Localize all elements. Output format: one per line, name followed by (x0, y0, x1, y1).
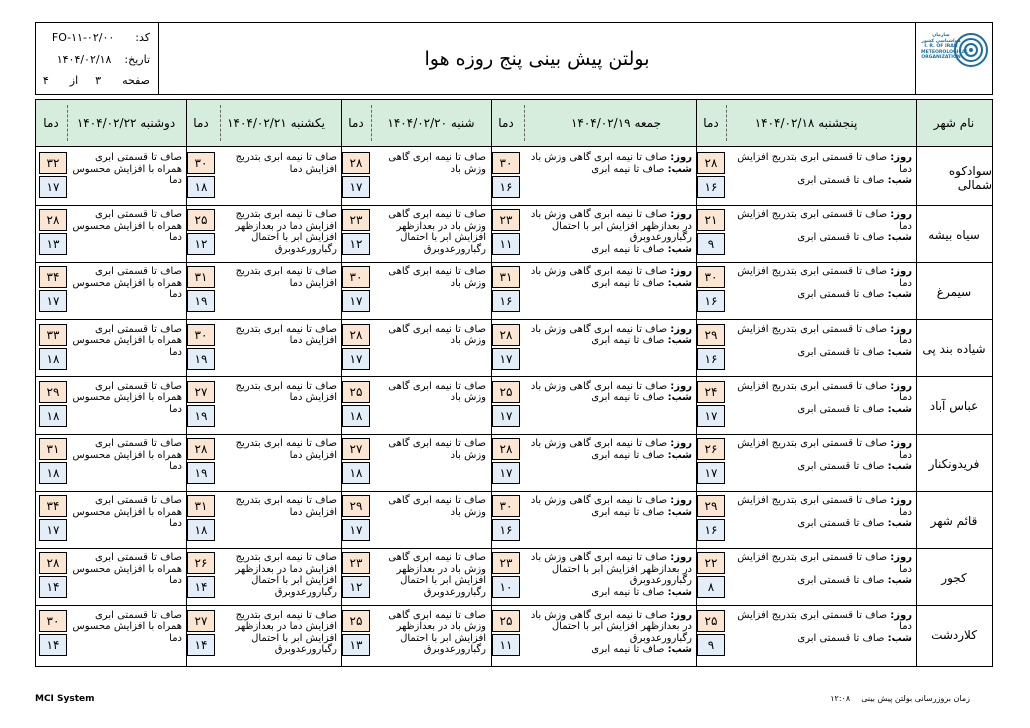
page-label: صفحه (122, 74, 150, 87)
max-temp: ۲۳ (342, 552, 370, 574)
forecast-text: صاف تا قسمتی ابری همراه با افزایش محسوس دما (72, 209, 182, 244)
table-row (36, 435, 992, 492)
night-label: شب: (667, 277, 692, 289)
night-label: شب: (887, 575, 912, 587)
min-temp: ۱۴ (39, 576, 67, 598)
forecast-text: صاف تا نیمه ابری گاهی وزش باد (388, 495, 486, 518)
date-line (57, 53, 150, 66)
max-temp: ۲۸ (492, 438, 520, 460)
col-temp-4: دما (193, 116, 209, 130)
day-label: روز: (670, 380, 692, 392)
night-text: صاف تا نیمه ابری (591, 277, 665, 289)
city-name: کلاردشت (931, 628, 977, 643)
col-temp-1: دما (703, 116, 719, 130)
max-temp: ۳۲ (39, 152, 67, 174)
min-temp: ۹ (697, 233, 725, 255)
day-label: روز: (890, 323, 912, 335)
night-text: صاف تا نیمه ابری (591, 243, 665, 255)
max-temp: ۳۰ (492, 152, 520, 174)
day-label: روز: (670, 609, 692, 621)
code-line (52, 31, 150, 44)
min-temp: ۱۲ (342, 576, 370, 598)
col-day-4: یکشنبه ۱۴۰۴/۰۲/۲۱ (227, 116, 325, 130)
max-temp: ۲۸ (697, 152, 725, 174)
day-forecast (524, 610, 692, 645)
night-forecast (524, 450, 692, 462)
max-temp: ۳۱ (187, 495, 215, 517)
min-temp: ۱۸ (342, 462, 370, 484)
max-temp: ۲۵ (187, 209, 215, 231)
forecast-text (524, 381, 692, 404)
min-temp: ۱۷ (342, 348, 370, 370)
forecast-text (726, 152, 912, 187)
min-temp: ۱۸ (187, 519, 215, 541)
night-text: صاف تا قسمتی ابری (797, 346, 885, 358)
col-temp-5: دما (43, 116, 59, 130)
min-temp: ۱۶ (492, 519, 520, 541)
code-label: کد: (135, 31, 150, 44)
min-temp: ۱۱ (492, 233, 520, 255)
day-text: صاف تا قسمتی ابری بتدریج افزایش دما (737, 209, 912, 232)
day-text: صاف تا قسمتی ابری بتدریج افزایش دما (737, 552, 912, 575)
night-label: شب: (667, 449, 692, 461)
forecast-text: صاف تا نیمه ابری بتدریج افزایش دما در بعدازظهر افزایش ابر با احتمال رگبارورعدوبرق (235, 209, 337, 255)
max-temp: ۲۱ (697, 209, 725, 231)
max-temp: ۲۸ (39, 209, 67, 231)
day-label: روز: (890, 266, 912, 278)
day-label: روز: (670, 495, 692, 507)
day-label: روز: (890, 438, 912, 449)
max-temp: ۲۷ (342, 438, 370, 460)
min-temp: ۱۷ (39, 519, 67, 541)
night-forecast (726, 347, 912, 359)
day-label: روز: (670, 438, 692, 449)
min-temp: ۱۶ (492, 290, 520, 312)
max-temp: ۳۰ (187, 324, 215, 346)
min-temp: ۱۶ (697, 176, 725, 198)
forecast-text: صاف تا نیمه ابری بتدریج افزایش دما (235, 438, 337, 461)
col-day-1: پنجشنبه ۱۴۰۴/۰۲/۱۸ (754, 116, 858, 130)
forecast-text: صاف تا قسمتی ابری همراه با افزایش محسوس دما (72, 152, 182, 186)
max-temp: ۲۸ (342, 152, 370, 174)
min-temp: ۱۷ (39, 290, 67, 312)
day-text: صاف تا قسمتی ابری بتدریج افزایش دما (737, 152, 912, 175)
day-text: صاف تا نیمه ابری گاهی وزش باد (530, 380, 668, 392)
max-temp: ۳۰ (187, 152, 215, 174)
day-forecast (726, 552, 912, 575)
forecast-text (726, 266, 912, 301)
forecast-text: صاف تا نیمه ابری بتدریج افزایش دما در بعدازظهر افزایش ابر با احتمال رگبارورعدوبرق (235, 609, 337, 656)
table-header-row (36, 100, 992, 147)
night-label: شب: (887, 632, 912, 644)
night-label: شب: (887, 518, 912, 530)
page-title: بولتن پیش بینی پنج روزه هوا (424, 47, 650, 70)
day-text: صاف تا قسمتی ابری بتدریج افزایش دما (737, 323, 912, 347)
table-row (36, 206, 992, 263)
forecast-text (524, 266, 692, 289)
max-temp: ۲۹ (697, 324, 725, 346)
min-temp: ۱۷ (492, 348, 520, 370)
min-temp: ۱۷ (697, 405, 725, 427)
forecast-text: صاف تا نیمه ابری گاهی وزش باد در بعدازظهر افزایش ابر با احتمال رگبارورعدوبرق (388, 209, 486, 255)
footer-update-time: ۱۲:۰۸ (830, 694, 851, 703)
forecast-text: صاف تا نیمه ابری بتدریج افزایش دما (235, 380, 337, 404)
day-forecast (726, 152, 912, 175)
min-temp: ۱۲ (342, 233, 370, 255)
forecast-text (726, 495, 912, 530)
date-value: ۱۴۰۴/۰۲/۱۸ (56, 53, 112, 66)
min-temp: ۱۷ (697, 462, 725, 484)
forecast-text: صاف تا قسمتی ابری همراه با افزایش محسوس دما (72, 552, 182, 587)
page-current: ۳ (95, 74, 102, 87)
code-value: FO-۱۱-۰۲/۰۰ (51, 31, 115, 44)
min-temp: ۱۰ (492, 576, 520, 598)
min-temp: ۱۴ (39, 634, 67, 656)
day-text: صاف تا نیمه ابری گاهی وزش باد (530, 323, 668, 335)
forecast-text: صاف تا نیمه ابری گاهی وزش باد در بعدازظهر افزایش ابر با احتمال رگبارورعدوبرق (388, 609, 486, 656)
night-label: شب: (667, 163, 692, 175)
day-label: روز: (890, 152, 912, 163)
night-text: صاف تا قسمتی ابری (797, 232, 885, 244)
table-row (36, 149, 992, 206)
forecast-text: صاف تا قسمتی ابری همراه با افزایش محسوس دما (72, 323, 182, 358)
page-line (43, 74, 150, 87)
document-meta (36, 23, 159, 94)
forecast-text: صاف تا قسمتی ابری همراه با افزایش محسوس دما (72, 495, 182, 530)
day-text: صاف تا نیمه ابری گاهی وزش باد در بعدازظهر افزایش ابر با احتمال رگبارورعدوبرق (530, 552, 692, 587)
page-of: از (69, 74, 79, 87)
max-temp: ۳۰ (492, 495, 520, 517)
day-forecast (726, 495, 912, 518)
night-label: شب: (667, 586, 692, 598)
footer-update-label: زمان بروزرسانی بولتن پیش بینی (861, 694, 970, 703)
day-forecast (524, 381, 692, 393)
forecast-text (726, 209, 912, 244)
night-label: شب: (887, 232, 912, 244)
city-name: کجور (941, 570, 967, 585)
forecast-text (524, 209, 692, 255)
day-text: صاف تا نیمه ابری گاهی وزش باد (530, 438, 668, 449)
night-label: شب: (887, 289, 912, 301)
forecast-text: صاف تا نیمه ابری گاهی وزش باد (388, 438, 486, 461)
city-name: فریدونکنار (928, 456, 980, 471)
night-forecast (726, 461, 912, 473)
table-row (36, 492, 992, 549)
day-forecast (726, 610, 912, 633)
min-temp: ۱۶ (697, 348, 725, 370)
forecast-text (524, 495, 692, 518)
col-city: نام شهر (933, 116, 975, 130)
night-forecast (524, 587, 692, 599)
day-forecast (524, 152, 692, 164)
max-temp: ۳۱ (39, 438, 67, 460)
night-text: صاف تا قسمتی ابری (797, 461, 885, 472)
day-label: روز: (670, 152, 692, 163)
day-label: روز: (670, 266, 692, 278)
min-temp: ۱۷ (342, 176, 370, 198)
forecast-text (524, 324, 692, 347)
forecast-text: صاف تا نیمه ابری بتدریج افزایش دما (235, 495, 337, 518)
night-text: صاف تا قسمتی ابری (797, 632, 885, 644)
night-text: صاف تا نیمه ابری (591, 335, 665, 347)
day-text: صاف تا قسمتی ابری بتدریج افزایش دما (737, 380, 912, 404)
night-text: صاف تا نیمه ابری (591, 506, 665, 518)
forecast-text: صاف تا نیمه ابری بتدریج افزایش دما (235, 152, 337, 175)
col-temp-2: دما (498, 116, 514, 130)
city-name: عباس آباد (929, 399, 979, 414)
min-temp: ۱۹ (187, 348, 215, 370)
min-temp: ۱۴ (187, 576, 215, 598)
bulletin-page (35, 22, 993, 667)
min-temp: ۱۷ (39, 176, 67, 198)
night-forecast (726, 404, 912, 416)
day-forecast (726, 266, 912, 289)
forecast-text (524, 438, 692, 461)
max-temp: ۲۳ (342, 209, 370, 231)
forecast-text (524, 152, 692, 175)
min-temp: ۱۶ (697, 519, 725, 541)
forecast-text: صاف تا قسمتی ابری همراه با افزایش محسوس دما (72, 438, 182, 472)
forecast-text (524, 610, 692, 656)
min-temp: ۱۸ (342, 405, 370, 427)
col-temp-3: دما (348, 116, 364, 130)
night-forecast (524, 335, 692, 347)
night-text: صاف تا قسمتی ابری (797, 575, 885, 587)
max-temp: ۲۵ (342, 610, 370, 632)
organization-logo (915, 23, 992, 94)
forecast-text: صاف تا نیمه ابری گاهی وزش باد (388, 380, 486, 404)
day-forecast (524, 552, 692, 587)
max-temp: ۲۵ (492, 381, 520, 403)
night-label: شب: (887, 403, 912, 415)
day-text: صاف تا نیمه ابری گاهی وزش باد در بعدازظهر افزایش ابر با احتمال رگبارورعدوبرق (530, 209, 692, 244)
day-text: صاف تا قسمتی ابری بتدریج افزایش دما (737, 438, 912, 461)
day-label: روز: (670, 552, 692, 564)
min-temp: ۱۹ (187, 462, 215, 484)
min-temp: ۱۶ (492, 176, 520, 198)
min-temp: ۱۲ (187, 233, 215, 255)
min-temp: ۱۹ (187, 290, 215, 312)
min-temp: ۱۷ (492, 462, 520, 484)
day-text: صاف تا نیمه ابری گاهی وزش باد (530, 495, 668, 507)
max-temp: ۳۰ (39, 610, 67, 632)
night-text: صاف تا نیمه ابری (591, 644, 665, 656)
max-temp: ۳۰ (342, 266, 370, 288)
max-temp: ۲۶ (187, 552, 215, 574)
day-forecast (726, 324, 912, 347)
table-row (36, 607, 992, 664)
night-forecast (524, 244, 692, 256)
night-label: شب: (887, 461, 912, 472)
night-forecast (524, 644, 692, 656)
day-text: صاف تا قسمتی ابری بتدریج افزایش دما (737, 266, 912, 289)
max-temp: ۲۵ (697, 610, 725, 632)
night-label: شب: (667, 506, 692, 518)
day-label: روز: (890, 552, 912, 564)
day-forecast (524, 324, 692, 336)
table-row (36, 263, 992, 320)
forecast-text: صاف تا نیمه ابری بتدریج افزایش دما (235, 266, 337, 289)
max-temp: ۲۷ (187, 381, 215, 403)
max-temp: ۲۸ (39, 552, 67, 574)
max-temp: ۳۱ (187, 266, 215, 288)
day-forecast (726, 438, 912, 461)
max-temp: ۲۸ (342, 324, 370, 346)
max-temp: ۲۳ (492, 552, 520, 574)
day-label: روز: (890, 495, 912, 507)
city-name: سیاه بیشه (928, 227, 980, 242)
max-temp: ۳۰ (697, 266, 725, 288)
max-temp: ۳۳ (39, 324, 67, 346)
day-forecast (726, 209, 912, 232)
max-temp: ۲۴ (697, 381, 725, 403)
min-temp: ۱۷ (342, 290, 370, 312)
night-label: شب: (667, 644, 692, 656)
min-temp: ۱۳ (342, 634, 370, 656)
night-text: صاف تا قسمتی ابری (797, 175, 885, 186)
max-temp: ۲۳ (492, 209, 520, 231)
night-text: صاف تا نیمه ابری (591, 163, 665, 175)
night-label: شب: (887, 346, 912, 358)
max-temp: ۲۹ (697, 495, 725, 517)
day-forecast (524, 266, 692, 278)
min-temp: ۱۱ (492, 634, 520, 656)
forecast-text: صاف تا قسمتی ابری همراه با افزایش محسوس دما (72, 609, 182, 644)
night-forecast (524, 278, 692, 290)
day-text: صاف تا قسمتی ابری بتدریج افزایش دما (737, 609, 912, 633)
night-forecast (524, 507, 692, 519)
night-forecast (524, 392, 692, 404)
night-forecast (726, 175, 912, 187)
forecast-text: صاف تا نیمه ابری گاهی وزش باد (388, 323, 486, 347)
day-forecast (524, 209, 692, 244)
day-label: روز: (670, 209, 692, 221)
max-temp: ۲۵ (342, 381, 370, 403)
night-text: صاف تا قسمتی ابری (797, 403, 885, 415)
forecast-text (726, 438, 912, 473)
footer-update (830, 694, 970, 703)
city-name: سوادکوه شمالی (948, 163, 992, 192)
day-label: روز: (890, 609, 912, 621)
night-forecast (726, 289, 912, 301)
night-label: شب: (667, 335, 692, 347)
min-temp: ۱۶ (697, 290, 725, 312)
night-forecast (524, 164, 692, 176)
forecast-text (726, 381, 912, 416)
day-label: روز: (890, 380, 912, 392)
min-temp: ۱۳ (39, 233, 67, 255)
forecast-text: صاف تا نیمه ابری بتدریج افزایش دما در بعدازظهر افزایش ابر با احتمال رگبارورعدوبرق (235, 552, 337, 598)
day-text: صاف تا نیمه ابری گاهی وزش باد (530, 266, 668, 278)
table-row (36, 549, 992, 606)
max-temp: ۲۷ (187, 610, 215, 632)
day-text: صاف تا نیمه ابری گاهی وزش باد (530, 152, 668, 163)
min-temp: ۸ (697, 576, 725, 598)
bulletin-header (35, 22, 993, 95)
night-text: صاف تا نیمه ابری (591, 392, 665, 404)
day-text: صاف تا نیمه ابری گاهی وزش باد در بعدازظهر افزایش ابر با احتمال رگبارورعدوبرق (530, 609, 692, 644)
min-temp: ۱۸ (39, 405, 67, 427)
max-temp: ۲۲ (697, 552, 725, 574)
col-day-5: دوشنبه ۱۴۰۴/۰۲/۲۲ (76, 116, 176, 130)
table-row (36, 321, 992, 378)
city-name: شیاده بند پی (922, 342, 986, 357)
night-text: صاف تا قسمتی ابری (797, 289, 885, 301)
date-label: تاریخ: (124, 53, 150, 66)
forecast-text: صاف تا نیمه ابری گاهی وزش باد (388, 266, 486, 289)
city-name: سیمرغ (936, 284, 972, 299)
night-forecast (726, 232, 912, 244)
footer-system: MCI System (35, 694, 95, 704)
max-temp: ۳۴ (39, 266, 67, 288)
min-temp: ۱۷ (342, 519, 370, 541)
day-text: صاف تا قسمتی ابری بتدریج افزایش دما (737, 495, 912, 518)
table-row (36, 378, 992, 435)
night-forecast (726, 633, 912, 645)
min-temp: ۱۴ (187, 634, 215, 656)
day-forecast (524, 438, 692, 450)
min-temp: ۱۷ (492, 405, 520, 427)
day-label: روز: (670, 323, 692, 335)
min-temp: ۱۸ (39, 462, 67, 484)
max-temp: ۲۸ (492, 324, 520, 346)
forecast-text: صاف تا نیمه ابری گاهی وزش باد در بعدازظهر افزایش ابر با احتمال رگبارورعدوبرق (388, 552, 486, 598)
min-temp: ۹ (697, 634, 725, 656)
night-label: شب: (667, 243, 692, 255)
page-total: ۴ (42, 74, 49, 87)
forecast-table (35, 99, 993, 667)
forecast-text: صاف تا قسمتی ابری همراه با افزایش محسوس دما (72, 380, 182, 415)
forecast-text (524, 552, 692, 598)
forecast-text: صاف تا نیمه ابری گاهی وزش باد (388, 152, 486, 175)
forecast-text: صاف تا قسمتی ابری همراه با افزایش محسوس دما (72, 266, 182, 301)
max-temp: ۳۱ (492, 266, 520, 288)
col-day-2: جمعه ۱۴۰۴/۰۲/۱۹ (570, 116, 662, 130)
night-forecast (726, 575, 912, 587)
min-temp: ۱۸ (39, 348, 67, 370)
max-temp: ۲۶ (697, 438, 725, 460)
forecast-text (726, 610, 912, 645)
logo-text: سازمان هواشناسی کشور I. R. OF IRAN METEOROLOGICAL ORGANIZATION (921, 33, 969, 61)
max-temp: ۲۵ (492, 610, 520, 632)
day-label: روز: (890, 209, 912, 221)
min-temp: ۱۹ (187, 405, 215, 427)
city-name: قائم شهر (930, 513, 978, 528)
forecast-text (726, 324, 912, 359)
day-forecast (726, 381, 912, 404)
forecast-text: صاف تا نیمه ابری بتدریج افزایش دما (235, 323, 337, 347)
night-text: صاف تا نیمه ابری (591, 586, 665, 598)
night-text: صاف تا قسمتی ابری (797, 518, 885, 530)
forecast-text (726, 552, 912, 587)
min-temp: ۱۸ (187, 176, 215, 198)
night-label: شب: (667, 392, 692, 404)
max-temp: ۲۹ (39, 381, 67, 403)
night-forecast (726, 518, 912, 530)
col-day-3: شنبه ۱۴۰۴/۰۲/۲۰ (387, 116, 475, 130)
day-forecast (524, 495, 692, 507)
night-text: صاف تا نیمه ابری (591, 449, 665, 461)
night-label: شب: (887, 175, 912, 186)
max-temp: ۲۹ (342, 495, 370, 517)
max-temp: ۲۸ (187, 438, 215, 460)
max-temp: ۳۴ (39, 495, 67, 517)
